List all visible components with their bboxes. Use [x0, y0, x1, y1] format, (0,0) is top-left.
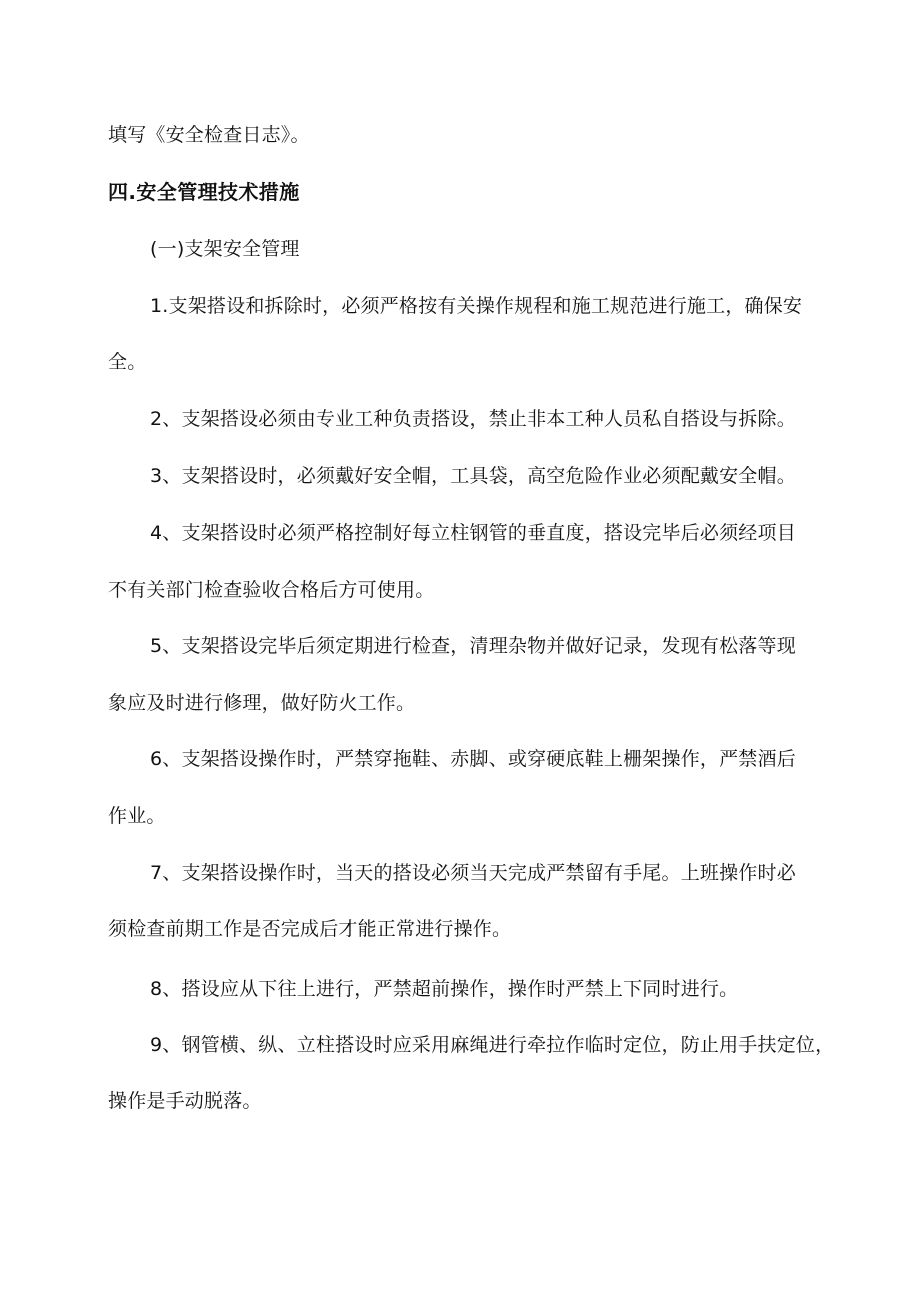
item-1-line-1: 1.支架搭设和拆除时，必须严格按有关操作规程和施工规范进行施工，确保安 — [150, 295, 803, 317]
item-9-line-2: 操作是手动脱落。 — [108, 1090, 262, 1112]
item-9-line-1: 9、钢管横、纵、立柱搭设时应采用麻绳进行牵拉作临时定位，防止用手扶定位， — [150, 1034, 835, 1056]
item-5-line-2: 象应及时进行修理，做好防火工作。 — [108, 692, 416, 714]
paragraph-continuation: 填写《安全检查日志》。 — [108, 124, 310, 146]
item-6-line-2: 作业。 — [108, 805, 166, 827]
item-7-line-1: 7、支架搭设操作时，当天的搭设必须当天完成严禁留有手尾。上班操作时必 — [150, 862, 796, 884]
item-4-line-2: 不有关部门检查验收合格后方可使用。 — [108, 579, 435, 601]
item-2: 2、支架搭设必须由专业工种负责搭设，禁止非本工种人员私自搭设与拆除。 — [150, 408, 796, 430]
item-6-line-1: 6、支架搭设操作时，严禁穿拖鞋、赤脚、或穿硬底鞋上栅架操作，严禁酒后 — [150, 748, 796, 770]
item-8: 8、搭设应从下往上进行，严禁超前操作，操作时严禁上下同时进行。 — [150, 978, 739, 1000]
item-3: 3、支架搭设时，必须戴好安全帽，工具袋，高空危险作业必须配戴安全帽。 — [150, 465, 796, 487]
item-4-line-1: 4、支架搭设时必须严格控制好每立柱钢管的垂直度，搭设完毕后必须经项目 — [150, 522, 796, 544]
subsection-heading: (一)支架安全管理 — [150, 238, 300, 260]
item-7-line-2: 须检查前期工作是否完成后才能正常进行操作。 — [108, 918, 512, 940]
section-heading: 四.安全管理技术措施 — [108, 180, 300, 204]
item-1-line-2: 全。 — [108, 351, 147, 373]
item-5-line-1: 5、支架搭设完毕后须定期进行检查，清理杂物并做好记录，发现有松落等现 — [150, 635, 796, 657]
